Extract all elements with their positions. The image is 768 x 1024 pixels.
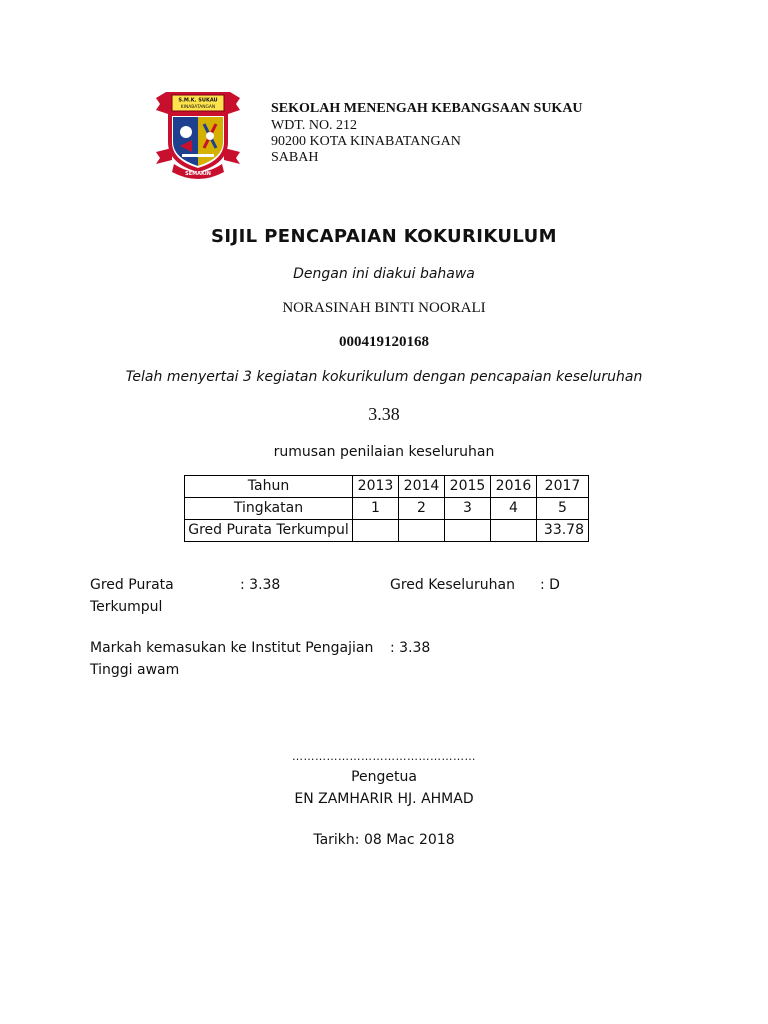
certificate-intro: Dengan ini diakui bahawa: [293, 266, 475, 282]
table-cell: 2015: [445, 476, 491, 498]
table-row: [185, 498, 589, 520]
table-row: [185, 520, 589, 542]
table-cell: [399, 520, 445, 542]
table-row: [185, 476, 589, 498]
table-cell: 2: [399, 498, 445, 520]
signature-line: …………………………………………: [292, 750, 476, 763]
school-crest-logo: [152, 90, 244, 182]
ipta-entry-mark-label: Markah kemasukan ke Institut Pengajian Tinggi awam: [90, 640, 374, 678]
gpt-label: Gred Purata Terkumpul: [90, 577, 174, 615]
table-cell: [353, 520, 399, 542]
table-cell: Gred Purata Terkumpul: [185, 520, 353, 542]
signatory-name: EN ZAMHARIR HJ. AHMAD: [294, 791, 474, 807]
school-address-line: SABAH: [271, 150, 319, 165]
svg-text:SEMAKIN: SEMAKIN: [185, 171, 211, 177]
table-cell: Tahun: [185, 476, 353, 498]
achievement-statement: Telah menyertai 3 kegiatan kokurikulum dengan pencapaian keseluruhan: [125, 369, 643, 385]
table-cell: [491, 520, 537, 542]
table-cell: 2017: [537, 476, 589, 498]
svg-text:KINABATANGAN: KINABATANGAN: [180, 105, 216, 110]
overall-score: 3.38: [368, 404, 400, 424]
school-address-line: 90200 KOTA KINABATANGAN: [271, 134, 461, 149]
gpt-value: : 3.38: [240, 577, 281, 593]
student-id: 000419120168: [339, 334, 429, 350]
table-cell: 33.78: [537, 520, 589, 542]
table-cell: 1: [353, 498, 399, 520]
table-cell: 2014: [399, 476, 445, 498]
overall-grade-value: : D: [540, 577, 560, 593]
svg-text:S.M.K. SUKAU: S.M.K. SUKAU: [178, 97, 218, 104]
overall-grade-label: Gred Keseluruhan: [390, 577, 515, 593]
signatory-title: Pengetua: [351, 769, 417, 785]
grades-table: [184, 475, 589, 542]
summary-label: rumusan penilaian keseluruhan: [273, 444, 495, 460]
ipta-entry-mark-value: : 3.38: [390, 640, 431, 656]
table-cell: 2013: [353, 476, 399, 498]
table-cell: 3: [445, 498, 491, 520]
table-cell: Tingkatan: [185, 498, 353, 520]
certificate-date: Tarikh: 08 Mac 2018: [313, 832, 455, 848]
school-address-line: WDT. NO. 212: [271, 118, 358, 133]
certificate-title: SIJIL PENCAPAIAN KOKURIKULUM: [211, 226, 557, 247]
table-cell: 5: [537, 498, 589, 520]
table-cell: 2016: [491, 476, 537, 498]
table-cell: 4: [491, 498, 537, 520]
student-name: NORASINAH BINTI NOORALI: [282, 300, 486, 316]
table-cell: [445, 520, 491, 542]
school-name: SEKOLAH MENENGAH KEBANGSAAN SUKAU: [271, 101, 583, 116]
